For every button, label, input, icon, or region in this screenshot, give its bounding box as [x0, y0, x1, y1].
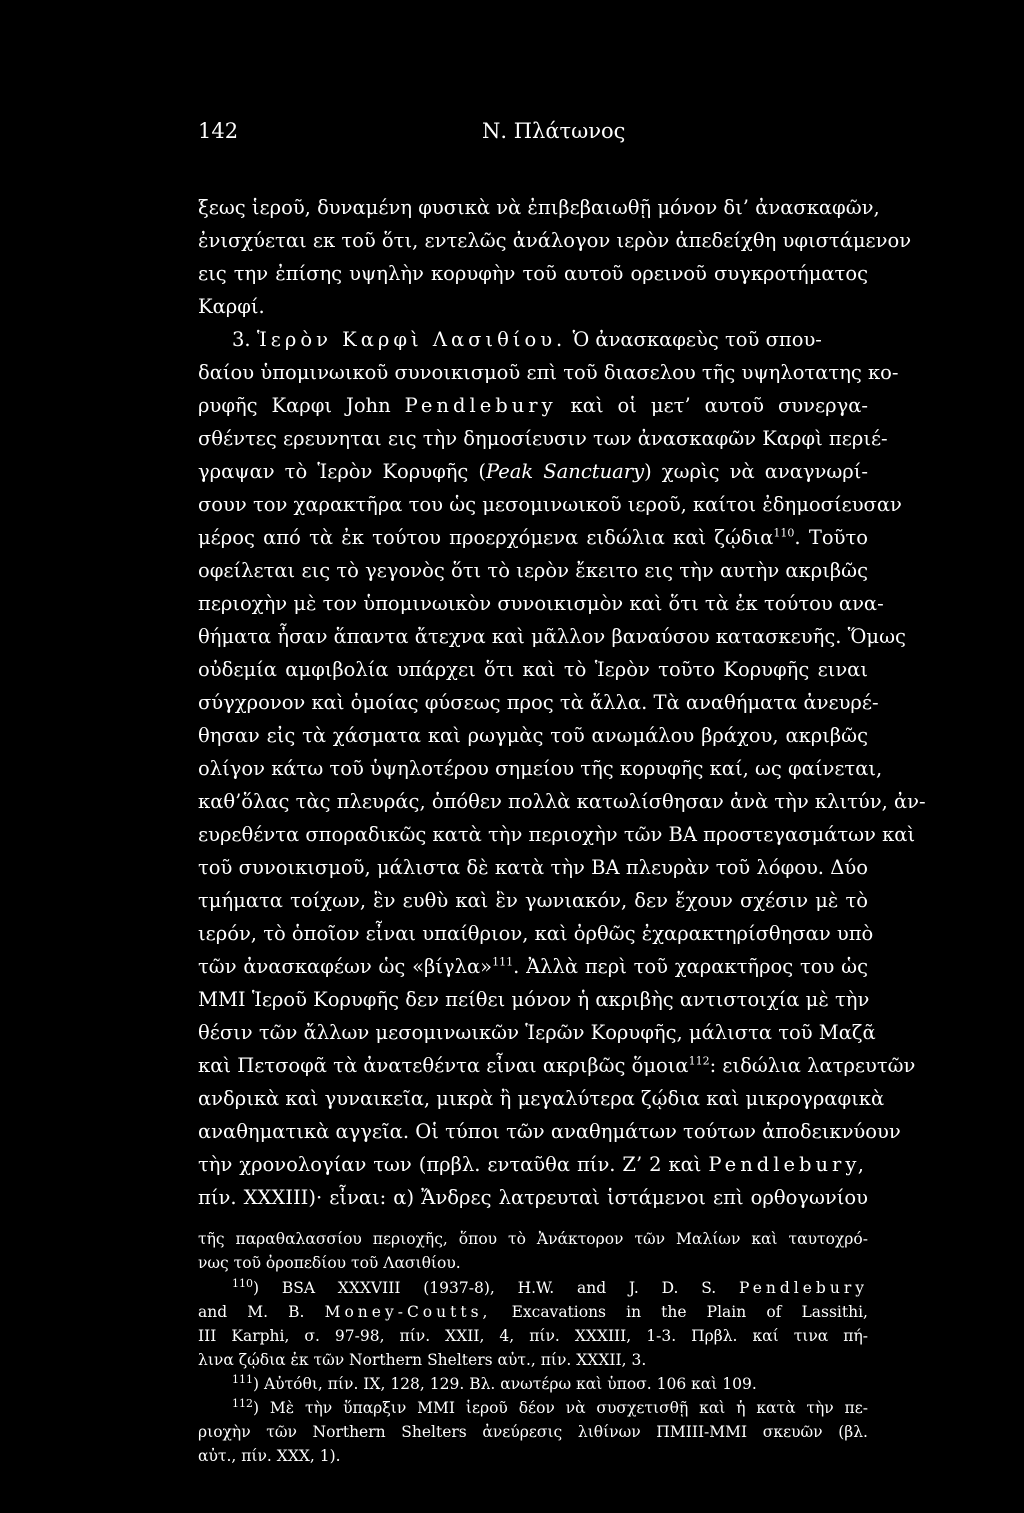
text-line: δαίου ὑπομινωικοῦ συνοικισμοῦ επὶ τοῦ διασελου τῆς υψηλοτατης κο- — [198, 361, 899, 384]
text-line — [198, 525, 868, 551]
footnote-line-110 — [232, 1277, 868, 1299]
text-line — [198, 459, 868, 485]
footnote-ref: 110 — [773, 526, 795, 540]
running-title: Ν. Πλάτωνος — [482, 119, 626, 143]
footnote-mark: 111 — [232, 1372, 253, 1386]
text-line: οὐδεμία αμφιβολία υπάρχει ὅτι καὶ τὸ Ἱερὸν τοῦτο Κορυφῆς ειναι — [198, 658, 868, 681]
text-span: τὴν χρονολογίαν των (πρβλ. ενταῦθα πίν. Ζ’ 2 καὶ — [198, 1153, 702, 1176]
text-line: ἐνισχύεται εκ τοῦ ὅτι, εντελῶς ἀνάλογον ιερὸν ἀπεδείχθη υφιστάμενον — [198, 229, 912, 252]
text-line: σύγχρονον καὶ ὁμοίας φύσεως προς τὰ ἄλλα. Τὰ αναθήματα ἀνευρέ- — [198, 691, 879, 714]
text-line — [198, 393, 868, 419]
text-line: περιοχὴν μὲ τον ὑπομινωικὸν συνοικισμὸν καὶ ὅτι τὰ ἐκ τούτου ανα- — [198, 592, 884, 615]
footnote-line: III Karphi, σ. 97-98, πίν. XXII, 4, πίν. XXXIII, 1-3. Πρβλ. καί τινα πή- — [198, 1327, 868, 1345]
footnote-mark: 112 — [232, 1396, 253, 1410]
footnote-line-111 — [232, 1373, 868, 1395]
text-line: ξεως ἱεροῦ, δυναμένη φυσικὰ νὰ ἐπιβεβαιωθῇ μόνον δι’ ἀνασκαφῶν, — [198, 196, 880, 219]
text-line: ανδρικὰ καὶ γυναικεῖα, μικρὰ ἢ μεγαλύτερα ζῴδια καὶ μικρογραφικὰ — [198, 1087, 885, 1110]
footnote-ref: 112 — [688, 1054, 710, 1068]
footnote-ref: 111 — [492, 955, 514, 969]
text-line: σουν τον χαρακτῆρα του ὡς μεσομινωικοῦ ιεροῦ, καίτοι ἐδημοσίευσαν — [198, 493, 902, 516]
text-span: ρυφῆς Καρφι John — [198, 394, 391, 417]
footnote-mark: 110 — [232, 1276, 253, 1290]
footnote-line: αὐτ., πίν. XXX, 1). — [198, 1447, 341, 1465]
author-name: Money-Coutts, — [324, 1303, 492, 1321]
text-span: Excavations in the Plain of Lassithi, — [511, 1303, 868, 1321]
italic-title: Peak Sanctuary — [486, 460, 645, 483]
text-span: καὶ οἱ μετ’ αυτοῦ συνεργα- — [570, 394, 868, 417]
section-heading: Ἱερὸν Καρφὶ Λασιθίου. — [256, 328, 567, 351]
text-line: ΜΜΙ Ἱεροῦ Κορυφῆς δεν πείθει μόνον ἡ ακριβὴς αντιστοιχία μὲ τὴν — [198, 988, 870, 1011]
text-line: σθέντες ερευνηται εις τὴν δημοσίευσιν των ἀνασκαφῶν Καρφὶ περιέ- — [198, 427, 888, 450]
text-line: θησαν εἰς τὰ χάσματα καὶ ρωγμὰς τοῦ ανωμάλου βράχου, ακριβῶς — [198, 724, 868, 747]
text-line: ευρεθέντα σποραδικῶς κατὰ τὴν περιοχὴν τῶν ΒΑ προστεγασμάτων καὶ — [198, 823, 916, 846]
text-span: μέρος από τὰ ἐκ τούτου προερχόμενα ειδώλια καὶ ζῴδια — [198, 526, 774, 549]
text-span: ) Αὐτόθι, πίν. IX, 128, 129. Βλ. ανωτέρω καὶ ὑποσ. 106 καὶ 109. — [253, 1375, 757, 1393]
text-line: οφείλεται εις τὸ γεγονὸς ὅτι τὸ ιερὸν ἔκειτο εις τὴν αυτὴν ακριβῶς — [198, 559, 868, 582]
text-line: θέσιν τῶν ἄλλων μεσομινωικῶν Ἱερῶν Κορυφῆς, μάλιστα τοῦ Μαζᾶ — [198, 1021, 876, 1044]
author-name: Pendlebury — [738, 1279, 868, 1297]
text-span: ) χωρὶς νὰ αναγνωρί- — [644, 460, 869, 483]
text-span: ) BSA XXXVIII (1937-8), H.W. and J. D. S. — [253, 1279, 717, 1297]
text-line: τμήματα τοίχων, ἓν ευθὺ καὶ ἓν γωνιακόν, δεν ἔχουν σχέσιν μὲ τὸ — [198, 889, 868, 912]
footnote-line: νως τοῦ ὀροπεδίου τοῦ Λασιθίου. — [198, 1254, 461, 1272]
text-span: . Ἀλλὰ περὶ τοῦ χαρακτῆρος του ὡς — [513, 955, 869, 978]
footnote-line — [198, 1301, 868, 1323]
text-span: . Τοῦτο — [794, 526, 868, 549]
text-line: θήματα ἦσαν ἅπαντα ἄτεχνα καὶ μᾶλλον βαναύσου κατασκευῆς. Ὅμως — [198, 625, 906, 648]
page-header — [198, 116, 838, 146]
author-name: Pendlebury — [404, 394, 557, 417]
text-span: and M. B. — [198, 1303, 305, 1321]
text-line: πίν. XXXIII)· εἶναι: α) Ἄνδρες λατρευταὶ ἱστάμενοι επὶ ορθογωνίου — [198, 1186, 868, 1209]
page-number: 142 — [198, 119, 239, 143]
footnote-line: τῆς παραθαλασσίου περιοχῆς, ὅπου τὸ Ἀνάκτορον τῶν Μαλίων καὶ ταυτοχρό- — [198, 1230, 868, 1248]
text-span: καὶ Πετσοφᾶ τὰ ἀνατεθέντα εἶναι ακριβῶς ὅμοια — [198, 1054, 689, 1077]
footnote-line: λινα ζῴδια ἐκ τῶν Northern Shelters αὐτ., πίν. XXXII, 3. — [198, 1351, 647, 1369]
footnote-line: ριοχὴν τῶν Northern Shelters ἀνεύρεσις λιθίνων ΠΜΙΙΙ-ΜΜΙ σκευῶν (βλ. — [198, 1423, 868, 1441]
text-line: καθ’ὅλας τὰς πλευράς, ὁπόθεν πολλὰ κατωλίσθησαν ἀνὰ τὴν κλιτύν, ἀν- — [198, 790, 926, 813]
text-line — [198, 954, 868, 980]
text-line: εις την ἐπίσης υψηλὴν κορυφὴν τοῦ αυτοῦ ορεινοῦ συγκροτήματος — [198, 262, 868, 285]
text-line — [198, 1053, 916, 1079]
text-line: Καρφί. — [198, 295, 265, 318]
text-span: Ὁ ἀνασκαφεὺς τοῦ σπου- — [572, 328, 822, 351]
text-line-section-heading — [232, 327, 868, 353]
text-line: αναθηματικὰ αγγεῖα. Οἱ τύποι τῶν αναθημάτων τούτων ἀποδεικνύουν — [198, 1120, 901, 1143]
footnote-line-112 — [232, 1397, 868, 1419]
text-span: ) Μὲ τὴν ὕπαρξιν ΜΜΙ ἱεροῦ δέον νὰ συσχετισθῇ καὶ ἡ κατὰ τὴν πε- — [253, 1399, 868, 1417]
text-line: ιερόν, τὸ ὁποῖον εἶναι υπαίθριον, καὶ ὀρθῶς ἐχαρακτηρίσθησαν υπὸ — [198, 922, 874, 945]
text-line: ολίγον κάτω τοῦ ὑψηλοτέρου σημείου τῆς κορυφῆς καί, ως φαίνεται, — [198, 757, 883, 780]
section-number: 3. — [232, 328, 251, 351]
author-name: Pendlebury, — [708, 1153, 868, 1176]
text-line — [198, 1152, 868, 1178]
text-span: : ειδώλια λατρευτῶν — [709, 1054, 916, 1077]
text-line: τοῦ συνοικισμοῦ, μάλιστα δὲ κατὰ τὴν ΒΑ πλευρὰν τοῦ λόφου. Δύο — [198, 856, 868, 879]
text-span: γραψαν τὸ Ἱερὸν Κορυφῆς ( — [198, 460, 487, 483]
text-span: τῶν ἀνασκαφέων ὡς «βίγλα» — [198, 955, 493, 978]
